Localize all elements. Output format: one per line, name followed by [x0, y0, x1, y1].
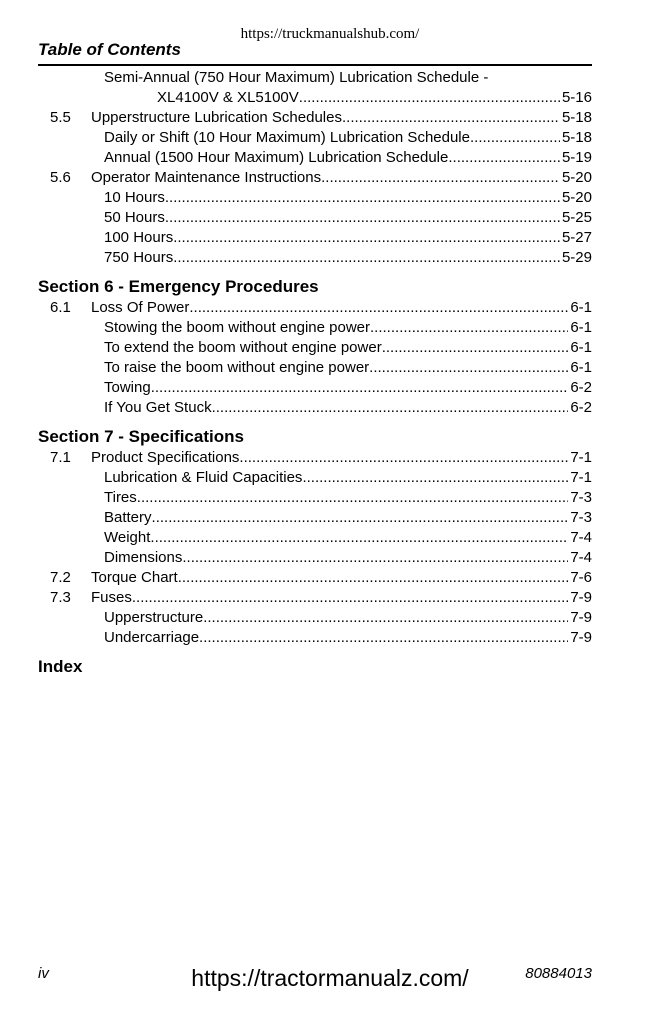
- toc-entry[interactable]: [0, 568, 660, 588]
- toc-entry[interactable]: [0, 398, 660, 418]
- toc-page-number: 5-20: [561, 169, 592, 186]
- toc-entry-title: Undercarriage: [104, 629, 200, 646]
- toc-page-number: 7-1: [570, 449, 592, 466]
- toc-entry-title: Tires: [104, 489, 137, 506]
- page-header-title: Table of Contents: [38, 40, 181, 59]
- dot-leader: [132, 588, 568, 608]
- toc-page-number: 7-9: [570, 629, 592, 646]
- toc-entry-title: To raise the boom without engine power: [104, 359, 370, 376]
- dot-leader: [165, 208, 560, 228]
- toc-section-number: 6.1: [50, 299, 71, 316]
- toc-entry-title: Battery: [104, 509, 152, 526]
- toc-entry-title: Lubrication & Fluid Capacities: [104, 469, 303, 486]
- toc-entry[interactable]: [0, 588, 660, 608]
- dot-leader: [239, 448, 568, 468]
- toc-entry[interactable]: [0, 488, 660, 508]
- toc-page-number: 7-9: [570, 609, 592, 626]
- dot-leader: [321, 168, 560, 188]
- toc-entry[interactable]: [0, 148, 660, 168]
- toc-page-number: 7-4: [570, 529, 592, 546]
- toc-entry-title: Towing: [104, 379, 151, 396]
- dot-leader: [212, 398, 569, 418]
- toc-entry[interactable]: [0, 608, 660, 628]
- toc-page-number: 5-18: [561, 109, 592, 126]
- toc-entry-title: 50 Hours: [104, 209, 165, 226]
- toc-page-number: 6-1: [570, 359, 592, 376]
- toc-entry-title: Weight: [104, 529, 151, 546]
- toc-entry[interactable]: [0, 508, 660, 528]
- toc-entry[interactable]: [0, 448, 660, 468]
- toc-page-number: 5-25: [561, 209, 592, 226]
- toc-entry-title: Dimensions: [104, 549, 183, 566]
- toc-entry[interactable]: [0, 528, 660, 548]
- toc-entry[interactable]: [0, 338, 660, 358]
- toc-page-number: 5-27: [561, 229, 592, 246]
- toc-entry-title: Torque Chart: [91, 569, 178, 586]
- toc-section-number: 7.2: [50, 569, 71, 586]
- index-heading[interactable]: Index: [38, 657, 83, 676]
- toc-page-number: 7-4: [570, 549, 592, 566]
- toc-entry[interactable]: [0, 208, 660, 228]
- toc-section-number: 5.5: [50, 109, 71, 126]
- dot-leader: [342, 108, 560, 128]
- toc-entry[interactable]: [0, 88, 660, 108]
- toc-entry-title: Loss Of Power: [91, 299, 190, 316]
- toc-entry-title: Upperstructure: [104, 609, 204, 626]
- toc-entry-title: XL4100V & XL5100V: [157, 89, 299, 106]
- toc-page-number: 7-6: [570, 569, 592, 586]
- toc-entry-title: 10 Hours: [104, 189, 165, 206]
- dot-leader: [369, 358, 568, 378]
- section-7-heading[interactable]: Section 7 - Specifications: [38, 427, 244, 446]
- toc-page-number: 6-2: [570, 399, 592, 416]
- dot-leader: [299, 88, 560, 108]
- top-url-text[interactable]: https://truckmanualshub.com/: [240, 26, 420, 42]
- header-rule: [38, 64, 592, 66]
- toc-page-number: 6-2: [570, 379, 592, 396]
- toc-section-number: 5.6: [50, 169, 71, 186]
- toc-page-number: 5-20: [561, 189, 592, 206]
- toc-entry-title: Annual (1500 Hour Maximum) Lubrication Schedule: [104, 149, 449, 166]
- toc-entry-title: 750 Hours: [104, 249, 174, 266]
- dot-leader: [203, 608, 568, 628]
- dot-leader: [150, 528, 568, 548]
- toc-entry[interactable]: [0, 228, 660, 248]
- toc-entry[interactable]: [0, 378, 660, 398]
- toc-entry[interactable]: [0, 628, 660, 648]
- dot-leader: [182, 548, 568, 568]
- toc-entry-title: Daily or Shift (10 Hour Maximum) Lubrication Schedule: [104, 129, 470, 146]
- toc-page-number: 6-1: [570, 299, 592, 316]
- toc-page-number: 5-19: [561, 149, 592, 166]
- toc-page-number: 5-29: [561, 249, 592, 266]
- toc-entry[interactable]: [0, 108, 660, 128]
- toc-page-number: 6-1: [570, 319, 592, 336]
- footer-document-number: 80884013: [525, 965, 592, 982]
- toc-entry-title: Product Specifications: [91, 449, 240, 466]
- dot-leader: [448, 148, 560, 168]
- toc-page-number: 5-16: [561, 89, 592, 106]
- dot-leader: [178, 568, 569, 588]
- dot-leader: [370, 318, 568, 338]
- toc-entry[interactable]: [0, 468, 660, 488]
- dot-leader: [199, 628, 568, 648]
- dot-leader: [173, 228, 560, 248]
- dot-leader: [165, 188, 560, 208]
- toc-entry[interactable]: [0, 298, 660, 318]
- toc-page-number: 7-9: [570, 589, 592, 606]
- toc-page-number: 6-1: [570, 339, 592, 356]
- dot-leader: [470, 128, 560, 148]
- toc-entry-title: To extend the boom without engine power: [104, 339, 382, 356]
- toc-entry[interactable]: [0, 168, 660, 188]
- dot-leader: [382, 338, 569, 358]
- toc-entry[interactable]: [0, 188, 660, 208]
- footer-page-number: iv: [38, 965, 49, 982]
- table-of-contents: [0, 68, 660, 678]
- toc-entry[interactable]: [0, 128, 660, 148]
- dot-leader: [189, 298, 568, 318]
- toc-entry[interactable]: [0, 248, 660, 268]
- toc-entry-title: Fuses: [91, 589, 132, 606]
- dot-leader: [173, 248, 560, 268]
- toc-section-number: 7.1: [50, 449, 71, 466]
- toc-entry[interactable]: [0, 358, 660, 378]
- toc-section-number: 7.3: [50, 589, 71, 606]
- dot-leader: [137, 488, 569, 508]
- dot-leader: [151, 378, 569, 398]
- toc-entry[interactable]: [0, 318, 660, 338]
- toc-page-number: 7-3: [570, 489, 592, 506]
- toc-entry-title: Operator Maintenance Instructions: [91, 169, 322, 186]
- toc-entry-continuation: [0, 68, 660, 88]
- toc-page-number: 5-18: [561, 129, 592, 146]
- toc-entry-title: 100 Hours: [104, 229, 174, 246]
- section-6-heading[interactable]: Section 6 - Emergency Procedures: [38, 277, 319, 296]
- dot-leader: [302, 468, 568, 488]
- dot-leader: [152, 508, 569, 528]
- toc-entry[interactable]: [0, 548, 660, 568]
- toc-page-number: 7-3: [570, 509, 592, 526]
- toc-entry-title: If You Get Stuck: [104, 399, 212, 416]
- toc-entry-title: Stowing the boom without engine power: [104, 319, 371, 336]
- toc-page-number: 7-1: [570, 469, 592, 486]
- toc-entry-title: Upperstructure Lubrication Schedules: [91, 109, 342, 126]
- toc-entry-title: Semi-Annual (750 Hour Maximum) Lubrication Schedule -: [104, 69, 489, 86]
- footer-url-text[interactable]: https://tractormanualz.com/: [191, 965, 469, 991]
